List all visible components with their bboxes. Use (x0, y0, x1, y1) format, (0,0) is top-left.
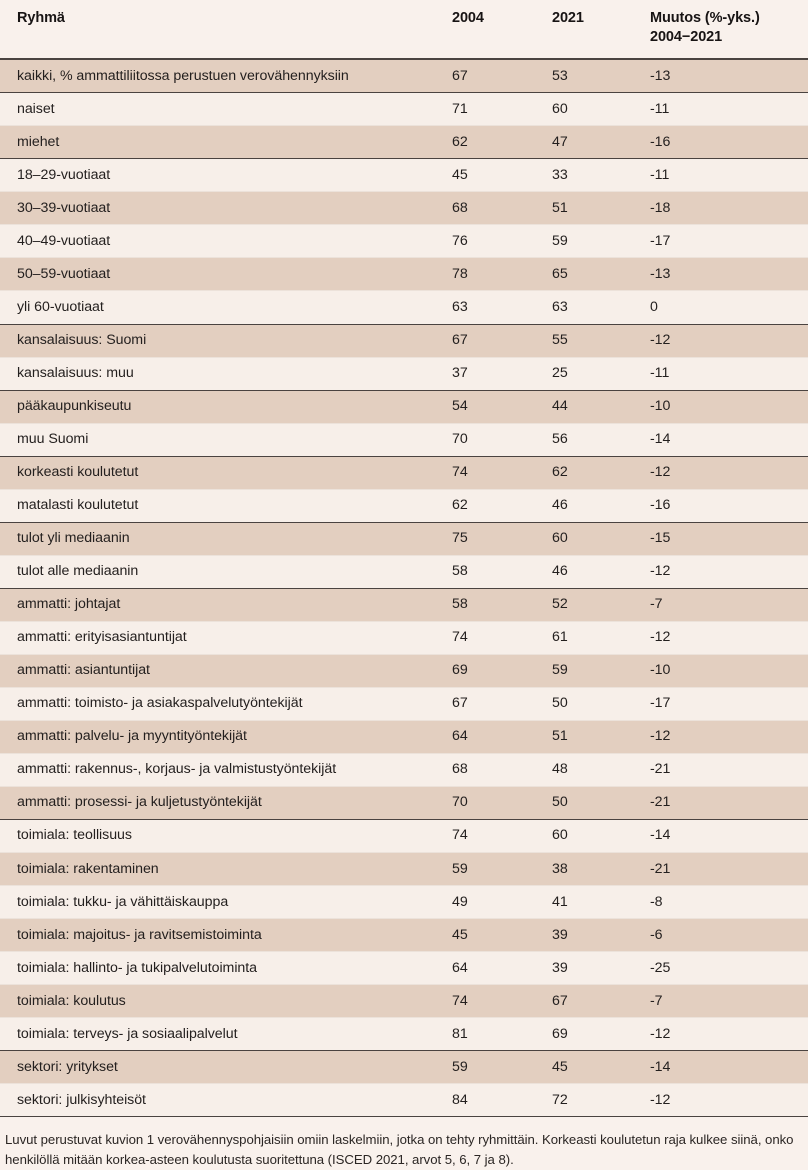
cell-2021: 47 (552, 126, 650, 159)
cell-change: -11 (650, 159, 808, 192)
table-row (0, 985, 808, 1018)
cell-group: sektori: julkisyhteisöt (0, 1084, 452, 1117)
cell-change: -25 (650, 952, 808, 985)
cell-2004: 74 (452, 985, 552, 1018)
cell-change: -12 (650, 1018, 808, 1051)
cell-change: -12 (650, 720, 808, 753)
table-row (0, 654, 808, 687)
table-row (0, 1084, 808, 1117)
column-header-change-line1: Muutos (%-yks.) (650, 10, 760, 26)
cell-2004: 75 (452, 522, 552, 555)
table-row (0, 390, 808, 423)
table-row (0, 753, 808, 786)
cell-group: toimiala: rakentaminen (0, 853, 452, 886)
table-row (0, 357, 808, 390)
cell-group: ammatti: rakennus-, korjaus- ja valmistustyöntekijät (0, 753, 452, 786)
cell-2004: 67 (452, 687, 552, 720)
cell-change: -17 (650, 687, 808, 720)
table-row (0, 456, 808, 489)
cell-change: -14 (650, 819, 808, 852)
cell-2021: 39 (552, 919, 650, 952)
cell-change: -21 (650, 786, 808, 819)
table-row (0, 423, 808, 456)
cell-2021: 56 (552, 423, 650, 456)
cell-group: toimiala: teollisuus (0, 819, 452, 852)
cell-2004: 84 (452, 1084, 552, 1117)
cell-2021: 44 (552, 390, 650, 423)
cell-group: toimiala: koulutus (0, 985, 452, 1018)
table-row (0, 919, 808, 952)
table-row (0, 886, 808, 919)
table-row (0, 1018, 808, 1051)
table-row (0, 786, 808, 819)
cell-2021: 41 (552, 886, 650, 919)
cell-group: ammatti: prosessi- ja kuljetustyöntekijät (0, 786, 452, 819)
cell-2004: 54 (452, 390, 552, 423)
cell-2021: 60 (552, 522, 650, 555)
cell-2021: 51 (552, 720, 650, 753)
table-row (0, 687, 808, 720)
cell-change: -12 (650, 324, 808, 357)
cell-group: korkeasti koulutetut (0, 456, 452, 489)
column-header-2004: 2004 (452, 0, 552, 59)
cell-group: ammatti: erityisasiantuntijat (0, 621, 452, 654)
cell-2021: 60 (552, 93, 650, 126)
cell-change: -14 (650, 423, 808, 456)
cell-2004: 68 (452, 753, 552, 786)
cell-2021: 72 (552, 1084, 650, 1117)
cell-group: pääkaupunkiseutu (0, 390, 452, 423)
cell-change: -13 (650, 59, 808, 93)
table-row (0, 324, 808, 357)
cell-group: 18–29-vuotiaat (0, 159, 452, 192)
cell-2021: 69 (552, 1018, 650, 1051)
cell-group: tulot alle mediaanin (0, 555, 452, 588)
cell-group: ammatti: asiantuntijat (0, 654, 452, 687)
column-header-2021: 2021 (552, 0, 650, 59)
cell-2004: 62 (452, 126, 552, 159)
cell-2004: 70 (452, 786, 552, 819)
table-row (0, 621, 808, 654)
cell-2004: 69 (452, 654, 552, 687)
cell-change: -18 (650, 192, 808, 225)
cell-2004: 67 (452, 324, 552, 357)
cell-2004: 76 (452, 225, 552, 258)
cell-change: -11 (650, 357, 808, 390)
cell-2021: 55 (552, 324, 650, 357)
cell-2021: 53 (552, 59, 650, 93)
cell-2004: 74 (452, 621, 552, 654)
cell-change: -10 (650, 654, 808, 687)
cell-group: toimiala: tukku- ja vähittäiskauppa (0, 886, 452, 919)
table-row (0, 853, 808, 886)
cell-2004: 70 (452, 423, 552, 456)
cell-group: matalasti koulutetut (0, 489, 452, 522)
cell-group: ammatti: toimisto- ja asiakaspalvelutyöntekijät (0, 687, 452, 720)
cell-change: -12 (650, 555, 808, 588)
table-header-row (0, 0, 808, 59)
cell-2004: 49 (452, 886, 552, 919)
cell-2004: 59 (452, 1051, 552, 1084)
cell-2004: 71 (452, 93, 552, 126)
cell-change: -10 (650, 390, 808, 423)
cell-2021: 67 (552, 985, 650, 1018)
table-row (0, 258, 808, 291)
cell-2021: 38 (552, 853, 650, 886)
cell-2021: 61 (552, 621, 650, 654)
cell-change: 0 (650, 291, 808, 324)
table-row (0, 225, 808, 258)
table-row (0, 588, 808, 621)
table-footnote: Luvut perustuvat kuvion 1 verovähennyspohjaisiin omiin laskelmiin, jotka on tehty ryhmittäin. Korkeasti koulutetun raja kulkee siinä, onko henkilöllä mitään korkea-asteen koulutusta suoritettuna (ISCED 2021, arvot 5, 6, 7 ja 8). (5, 1132, 794, 1168)
cell-2021: 63 (552, 291, 650, 324)
table-row (0, 192, 808, 225)
table-row (0, 819, 808, 852)
cell-2004: 37 (452, 357, 552, 390)
cell-2004: 63 (452, 291, 552, 324)
cell-group: 40–49-vuotiaat (0, 225, 452, 258)
cell-2021: 59 (552, 654, 650, 687)
cell-group: kansalaisuus: Suomi (0, 324, 452, 357)
cell-change: -16 (650, 489, 808, 522)
cell-2004: 58 (452, 588, 552, 621)
table-row (0, 126, 808, 159)
table-header (0, 0, 808, 59)
cell-group: kaikki, % ammattiliitossa perustuen verovähennyksiin (0, 59, 452, 93)
cell-group: muu Suomi (0, 423, 452, 456)
cell-2004: 74 (452, 819, 552, 852)
table-row (0, 952, 808, 985)
column-header-change (650, 0, 808, 59)
cell-2004: 64 (452, 952, 552, 985)
cell-2021: 33 (552, 159, 650, 192)
table-row (0, 93, 808, 126)
table-row (0, 522, 808, 555)
cell-group: yli 60-vuotiaat (0, 291, 452, 324)
cell-2021: 39 (552, 952, 650, 985)
cell-2004: 81 (452, 1018, 552, 1051)
cell-change: -12 (650, 621, 808, 654)
cell-2021: 65 (552, 258, 650, 291)
cell-2021: 52 (552, 588, 650, 621)
cell-change: -13 (650, 258, 808, 291)
cell-2021: 25 (552, 357, 650, 390)
cell-2004: 78 (452, 258, 552, 291)
cell-group: ammatti: palvelu- ja myyntityöntekijät (0, 720, 452, 753)
cell-group: 30–39-vuotiaat (0, 192, 452, 225)
cell-2004: 59 (452, 853, 552, 886)
table-row (0, 59, 808, 93)
cell-group: ammatti: johtajat (0, 588, 452, 621)
cell-change: -21 (650, 753, 808, 786)
cell-change: -11 (650, 93, 808, 126)
table-row (0, 720, 808, 753)
column-header-change-line2: 2004−2021 (650, 29, 723, 46)
cell-2004: 68 (452, 192, 552, 225)
table-row (0, 555, 808, 588)
cell-change: -12 (650, 1084, 808, 1117)
cell-2021: 62 (552, 456, 650, 489)
cell-2004: 67 (452, 59, 552, 93)
cell-change: -8 (650, 886, 808, 919)
cell-group: toimiala: hallinto- ja tukipalvelutoiminta (0, 952, 452, 985)
cell-group: tulot yli mediaanin (0, 522, 452, 555)
cell-2021: 50 (552, 687, 650, 720)
cell-2004: 58 (452, 555, 552, 588)
cell-2021: 45 (552, 1051, 650, 1084)
cell-2021: 46 (552, 555, 650, 588)
cell-group: naiset (0, 93, 452, 126)
cell-2004: 64 (452, 720, 552, 753)
cell-2021: 51 (552, 192, 650, 225)
cell-group: toimiala: terveys- ja sosiaalipalvelut (0, 1018, 452, 1051)
cell-2004: 74 (452, 456, 552, 489)
cell-change: -7 (650, 588, 808, 621)
cell-change: -17 (650, 225, 808, 258)
cell-2004: 45 (452, 159, 552, 192)
cell-change: -16 (650, 126, 808, 159)
cell-2004: 62 (452, 489, 552, 522)
cell-2021: 50 (552, 786, 650, 819)
table-row (0, 159, 808, 192)
cell-2004: 45 (452, 919, 552, 952)
cell-group: miehet (0, 126, 452, 159)
table-body (0, 59, 808, 1117)
table-row (0, 489, 808, 522)
cell-group: toimiala: majoitus- ja ravitsemistoiminta (0, 919, 452, 952)
cell-2021: 46 (552, 489, 650, 522)
cell-2021: 60 (552, 819, 650, 852)
table-row (0, 291, 808, 324)
cell-change: -6 (650, 919, 808, 952)
cell-change: -15 (650, 522, 808, 555)
cell-group: kansalaisuus: muu (0, 357, 452, 390)
cell-group: 50–59-vuotiaat (0, 258, 452, 291)
cell-change: -12 (650, 456, 808, 489)
cell-group: sektori: yritykset (0, 1051, 452, 1084)
table-row (0, 1051, 808, 1084)
cell-change: -21 (650, 853, 808, 886)
cell-change: -7 (650, 985, 808, 1018)
cell-2021: 48 (552, 753, 650, 786)
column-header-group: Ryhmä (0, 0, 452, 59)
cell-change: -14 (650, 1051, 808, 1084)
cell-2021: 59 (552, 225, 650, 258)
